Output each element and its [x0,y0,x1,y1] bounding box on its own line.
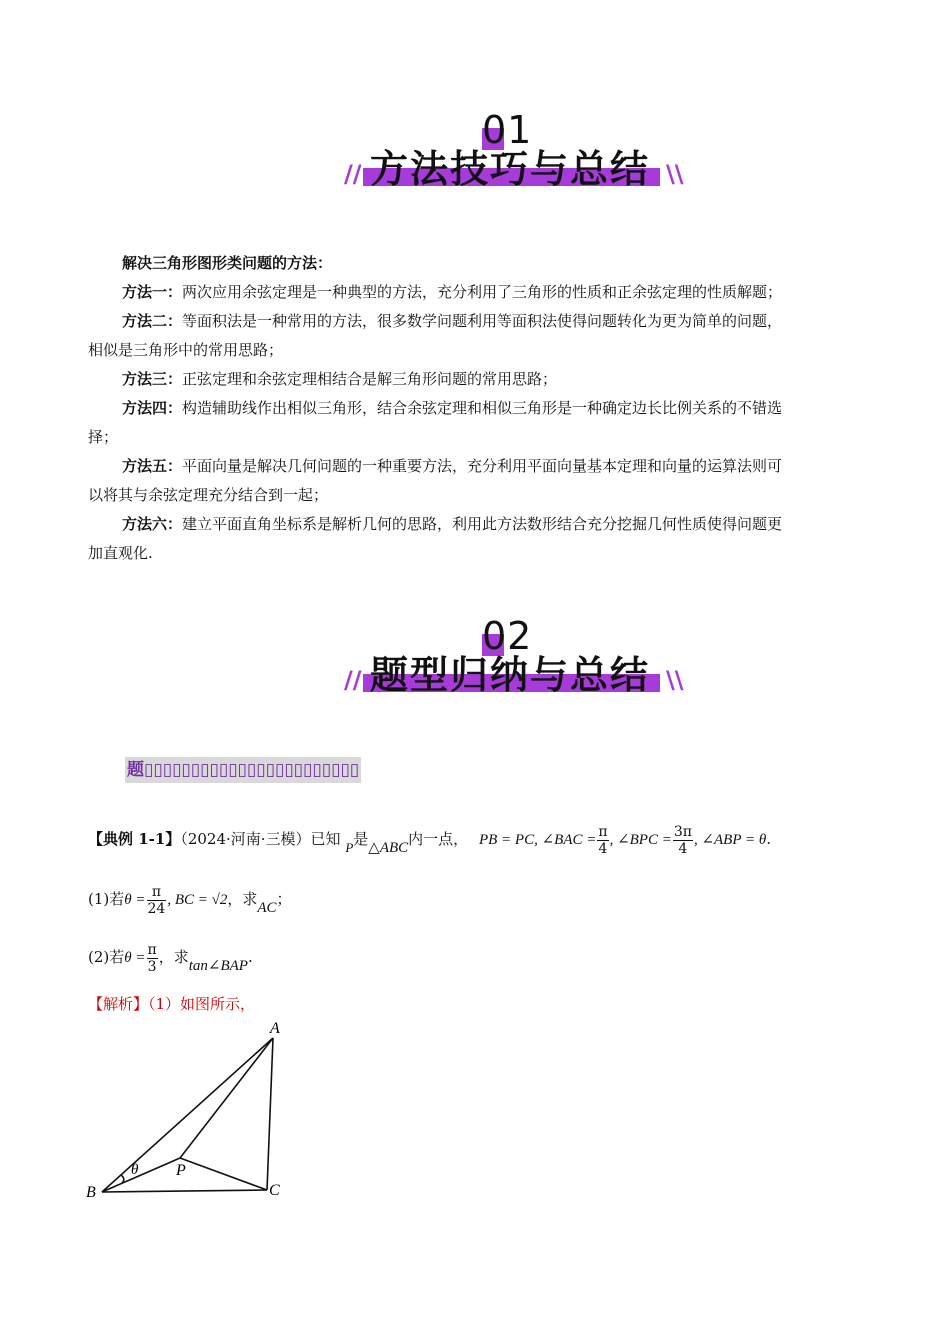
section-title: 方法技巧与总结 [369,147,650,191]
edge-BC [102,1190,267,1192]
angle-arc [121,1175,124,1183]
method-4: 方法四：构造辅助线作出相似三角形，结合余弦定理和相似三角形是一种确定边长比例关系的不错选 [122,399,783,417]
edge-BA [102,1038,273,1192]
example-tag: 【典例 1-1】 [88,830,181,848]
label-A: A [270,1020,280,1037]
example-statement: 【典例 1-1】（2024·河南·三模）已知 P是△ABC内一点， PB = PC, ∠BAC = $\frac{\pi}{4}$ , ∠BPC = $\frac{3\pi}{4}$ , ∠ABP = θ. [88,823,772,857]
method-4-cont: 择； [88,428,119,446]
fraction-3pi-4: $\frac{3\pi}{4}$ [673,823,692,857]
triangle-figure [80,1015,310,1205]
method-5: 方法五：平面向量是解决几何问题的一种重要方法，充分利用平面向量基本定理和向量的运算法则可 [122,457,783,475]
solution-line: 【解析】（1）如图所示， [88,995,256,1013]
fraction-pi-3: $\frac{\pi}{3}$ [147,941,157,975]
methods-block [88,249,868,568]
section-banner-2 [330,614,690,726]
question-2: (2)若θ = $\frac{\pi}{3}$ ，求tan∠BAP. [88,941,253,975]
topic-heading: 题▯▯▯▯▯▯▯▯▯▯▯▯▯▯▯▯▯▯▯▯▯▯▯ [125,757,361,783]
segment-PC [180,1158,267,1190]
garbled-glyphs: ▯▯▯▯▯▯▯▯▯▯▯▯▯▯▯▯▯▯▯▯▯▯▯ [144,760,360,780]
method-6: 方法六：建立平面直角坐标系是解析几何的思路，利用此方法数形结合充分挖掘几何性质使得问题更 [122,515,783,533]
method-3: 方法三：正弦定理和余弦定理相结合是解三角形问题的常用思路； [122,370,558,388]
right-slash-decoration: \\ [666,666,684,694]
segment-AP [180,1038,273,1158]
segment-BP [102,1158,180,1192]
solution-tag: 【解析】 [88,995,149,1013]
fraction-pi-24: $\frac{\pi}{24}$ [147,883,166,917]
label-theta: θ [131,1162,139,1178]
methods-intro: 解决三角形图形类问题的方法： [122,254,333,272]
method-2: 方法二：等面积法是一种常用的方法，很多数学问题利用等面积法使得问题转化为更为简单的问题， [122,312,783,330]
label-P: P [176,1162,186,1179]
fraction-pi-4: $\frac{\pi}{4}$ [598,823,608,857]
method-5-cont: 以将其与余弦定理充分结合到一起； [88,486,329,504]
section-banner-1 [330,108,690,220]
label-B: B [86,1184,96,1201]
edge-AC [267,1038,273,1190]
method-1: 方法一：两次应用余弦定理是一种典型的方法，充分利用了三角形的性质和正余弦定理的性质解题； [122,283,783,301]
left-slash-decoration: // [344,666,362,694]
method-6-cont: 加直观化. [88,544,153,562]
section-title: 题型归纳与总结 [369,653,650,697]
section-number: 02 [482,614,533,658]
left-slash-decoration: // [344,160,362,188]
right-slash-decoration: \\ [666,160,684,188]
section-number: 01 [482,108,533,152]
label-C: C [269,1182,280,1199]
method-2-cont: 相似是三角形中的常用思路； [88,341,284,359]
question-1: (1)若θ = $\frac{\pi}{24}$ , BC = √2，求AC； [88,883,292,917]
